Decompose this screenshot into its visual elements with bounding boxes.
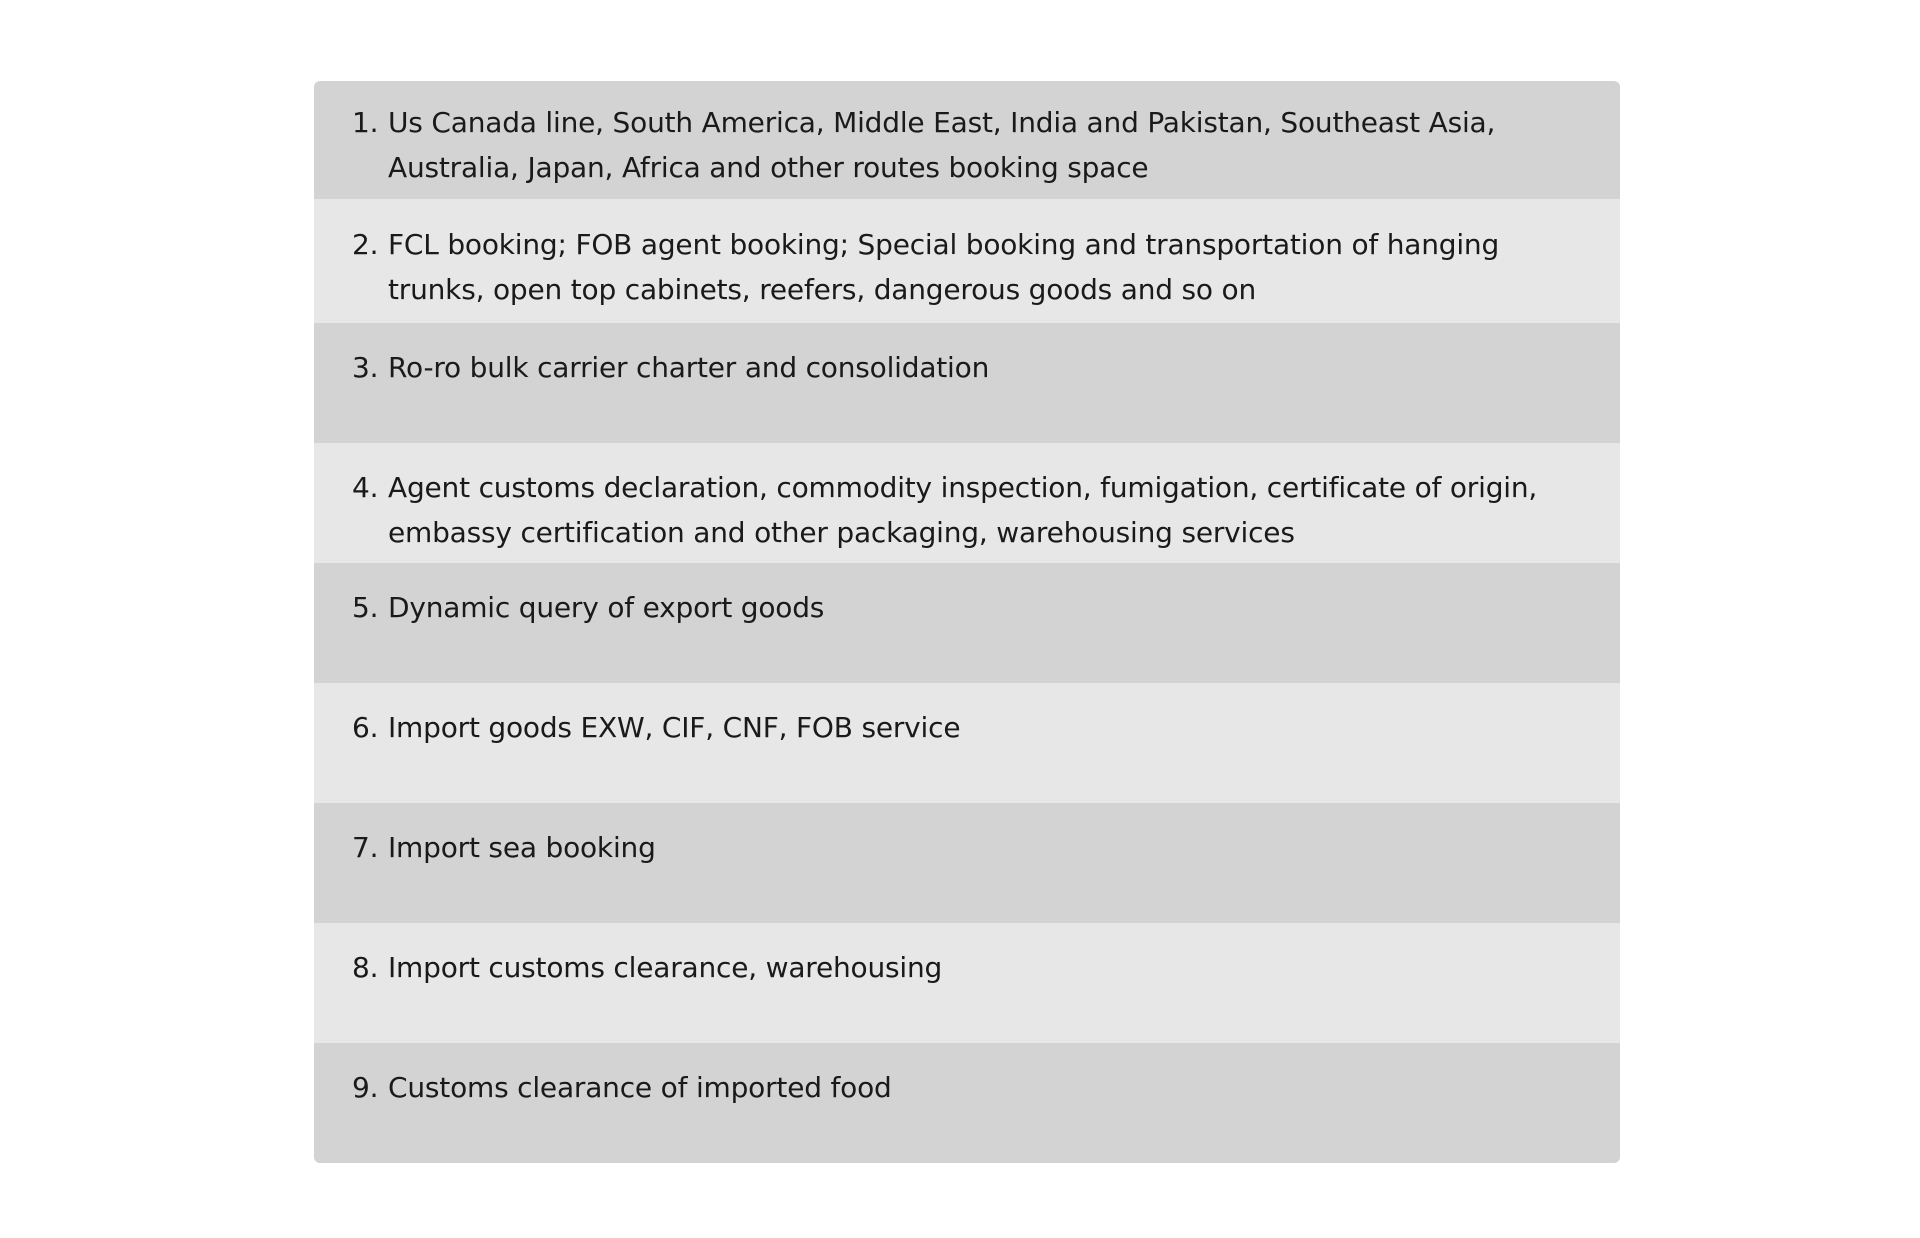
service-number: 4. xyxy=(352,471,379,504)
service-item xyxy=(314,683,1620,803)
service-text: Import customs clearance, warehousing xyxy=(388,951,943,984)
service-item xyxy=(314,563,1620,683)
service-item xyxy=(314,81,1620,199)
service-text: FCL booking; FOB agent booking; Special booking and transportation of hanging trunks, open top cabinets, reefers, dangerous goods and so on xyxy=(388,228,1500,306)
service-text: Ro-ro bulk carrier charter and consolidation xyxy=(388,351,990,384)
service-number: 5. xyxy=(352,591,379,624)
service-item xyxy=(314,803,1620,923)
service-number: 7. xyxy=(352,831,379,864)
service-number: 1. xyxy=(352,106,379,139)
service-item xyxy=(314,1043,1620,1163)
service-number: 2. xyxy=(352,228,379,261)
service-text: Us Canada line, South America, Middle East, India and Pakistan, Southeast Asia, Australia, Japan, Africa and other routes booking space xyxy=(388,106,1496,184)
service-item xyxy=(314,323,1620,443)
service-text: Import sea booking xyxy=(388,831,656,864)
service-text: Customs clearance of imported food xyxy=(388,1071,892,1104)
service-number: 3. xyxy=(352,351,379,384)
service-item xyxy=(314,443,1620,563)
service-item xyxy=(314,923,1620,1043)
service-text: Agent customs declaration, commodity inspection, fumigation, certificate of origin, embassy certification and other packaging, warehousing services xyxy=(388,471,1538,549)
service-number: 8. xyxy=(352,951,379,984)
service-text: Dynamic query of export goods xyxy=(388,591,825,624)
services-list xyxy=(314,81,1620,1163)
service-number: 9. xyxy=(352,1071,379,1104)
service-item xyxy=(314,199,1620,323)
service-number: 6. xyxy=(352,711,379,744)
service-text: Import goods EXW, CIF, CNF, FOB service xyxy=(388,711,961,744)
